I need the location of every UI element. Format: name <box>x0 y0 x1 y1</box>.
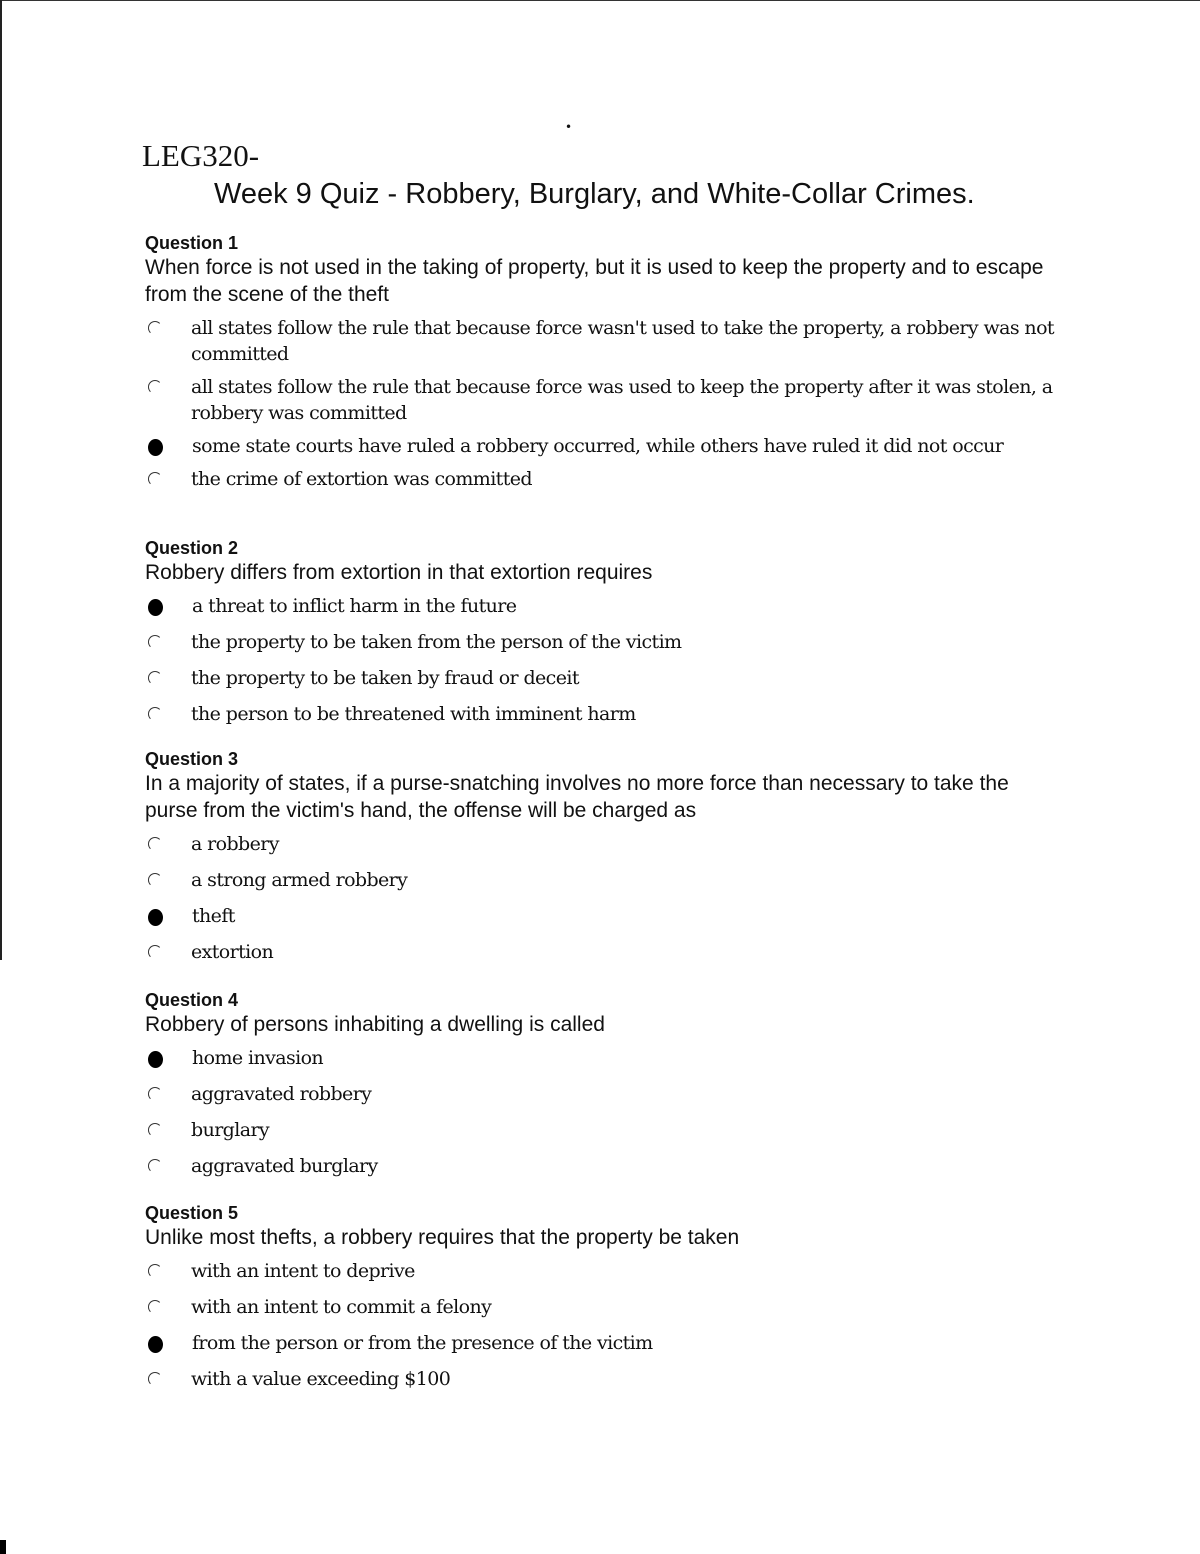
answer-option[interactable] <box>145 1330 1065 1356</box>
question-heading: Question 5 <box>145 1203 239 1223</box>
question-prompt: Robbery differs from extortion in that extortion requires <box>145 561 653 584</box>
option-text: burglary <box>191 1119 270 1141</box>
option-text: aggravated robbery <box>191 1083 372 1105</box>
option-text: the person to be threatened with imminent harm <box>191 703 636 725</box>
question-block <box>145 748 1065 965</box>
radio-icon[interactable] <box>148 1087 162 1101</box>
answer-option[interactable] <box>145 315 1065 367</box>
answer-option[interactable] <box>145 1294 1065 1320</box>
answer-option[interactable] <box>145 939 1065 965</box>
answer-option[interactable] <box>145 701 1065 727</box>
option-text: a robbery <box>191 833 279 855</box>
radio-icon[interactable] <box>148 1372 162 1386</box>
stray-mark: • <box>565 120 573 134</box>
answer-option[interactable] <box>145 903 1065 929</box>
radio-icon[interactable] <box>148 1123 162 1137</box>
radio-selected-icon[interactable] <box>148 1336 163 1353</box>
course-code: LEG320- <box>142 138 260 173</box>
option-text: aggravated burglary <box>191 1155 378 1177</box>
radio-icon[interactable] <box>148 635 162 649</box>
question-block <box>145 232 1065 492</box>
answer-option[interactable] <box>145 1081 1065 1107</box>
answer-option[interactable] <box>145 593 1065 619</box>
radio-selected-icon[interactable] <box>148 599 163 616</box>
answer-option[interactable] <box>145 665 1065 691</box>
answer-option[interactable] <box>145 466 1065 492</box>
option-text: extortion <box>191 941 274 963</box>
question-prompt: In a majority of states, if a purse-snatching involves no more force than necessary to take the purse from the victim's hand, the offense will be charged as <box>145 772 1009 822</box>
radio-icon[interactable] <box>148 321 162 335</box>
answer-option[interactable] <box>145 1153 1065 1179</box>
answer-option[interactable] <box>145 1258 1065 1284</box>
answer-option[interactable] <box>145 1045 1065 1071</box>
option-text: a strong armed robbery <box>191 869 408 891</box>
question-heading: Question 3 <box>145 749 239 769</box>
answer-option[interactable] <box>145 1117 1065 1143</box>
scan-edge-top <box>0 0 1200 4</box>
question-heading: Question 1 <box>145 233 239 253</box>
radio-icon[interactable] <box>148 1159 162 1173</box>
radio-icon[interactable] <box>148 1264 162 1278</box>
radio-icon[interactable] <box>148 945 162 959</box>
question-prompt: When force is not used in the taking of property, but it is used to keep the property and to escape from the scene of the theft <box>145 256 1044 306</box>
scan-edge-left <box>0 0 2 960</box>
option-text: all states follow the rule that because force was used to keep the property after it was stolen, a robbery was committed <box>191 376 1053 424</box>
answer-option[interactable] <box>145 831 1065 857</box>
radio-icon[interactable] <box>148 1300 162 1314</box>
answer-option[interactable] <box>145 433 1065 459</box>
radio-icon[interactable] <box>148 873 162 887</box>
option-text: some state courts have ruled a robbery occurred, while others have ruled it did not occur <box>192 435 1004 457</box>
radio-icon[interactable] <box>148 380 162 394</box>
option-text: the property to be taken by fraud or deceit <box>191 667 579 689</box>
radio-selected-icon[interactable] <box>148 1051 163 1068</box>
radio-icon[interactable] <box>148 671 162 685</box>
question-block <box>145 989 1065 1179</box>
option-text: home invasion <box>192 1047 324 1069</box>
question-block <box>145 537 1065 727</box>
question-heading: Question 4 <box>145 990 239 1010</box>
radio-icon[interactable] <box>148 837 162 851</box>
radio-selected-icon[interactable] <box>148 909 163 926</box>
option-text: the crime of extortion was committed <box>191 468 532 490</box>
option-text: with a value exceeding $100 <box>191 1368 451 1390</box>
answer-option[interactable] <box>145 1366 1065 1392</box>
option-text: the property to be taken from the person of the victim <box>191 631 682 653</box>
question-prompt: Robbery of persons inhabiting a dwelling is called <box>145 1013 605 1036</box>
radio-icon[interactable] <box>148 707 162 721</box>
option-text: from the person or from the presence of the victim <box>192 1332 653 1354</box>
option-text: theft <box>192 905 235 927</box>
option-text: a threat to inflict harm in the future <box>192 595 517 617</box>
quiz-title: Week 9 Quiz - Robbery, Burglary, and White-Collar Crimes. <box>214 178 975 210</box>
answer-option[interactable] <box>145 374 1065 426</box>
radio-selected-icon[interactable] <box>148 439 163 456</box>
radio-icon[interactable] <box>148 472 162 486</box>
question-heading: Question 2 <box>145 538 239 558</box>
option-text: all states follow the rule that because force wasn't used to take the property, a robbery was not committed <box>191 317 1054 365</box>
scan-mark <box>0 1540 6 1554</box>
option-text: with an intent to deprive <box>191 1260 415 1282</box>
answer-option[interactable] <box>145 867 1065 893</box>
answer-option[interactable] <box>145 629 1065 655</box>
question-block <box>145 1202 1065 1392</box>
question-prompt: Unlike most thefts, a robbery requires that the property be taken <box>145 1226 740 1249</box>
option-text: with an intent to commit a felony <box>191 1296 492 1318</box>
